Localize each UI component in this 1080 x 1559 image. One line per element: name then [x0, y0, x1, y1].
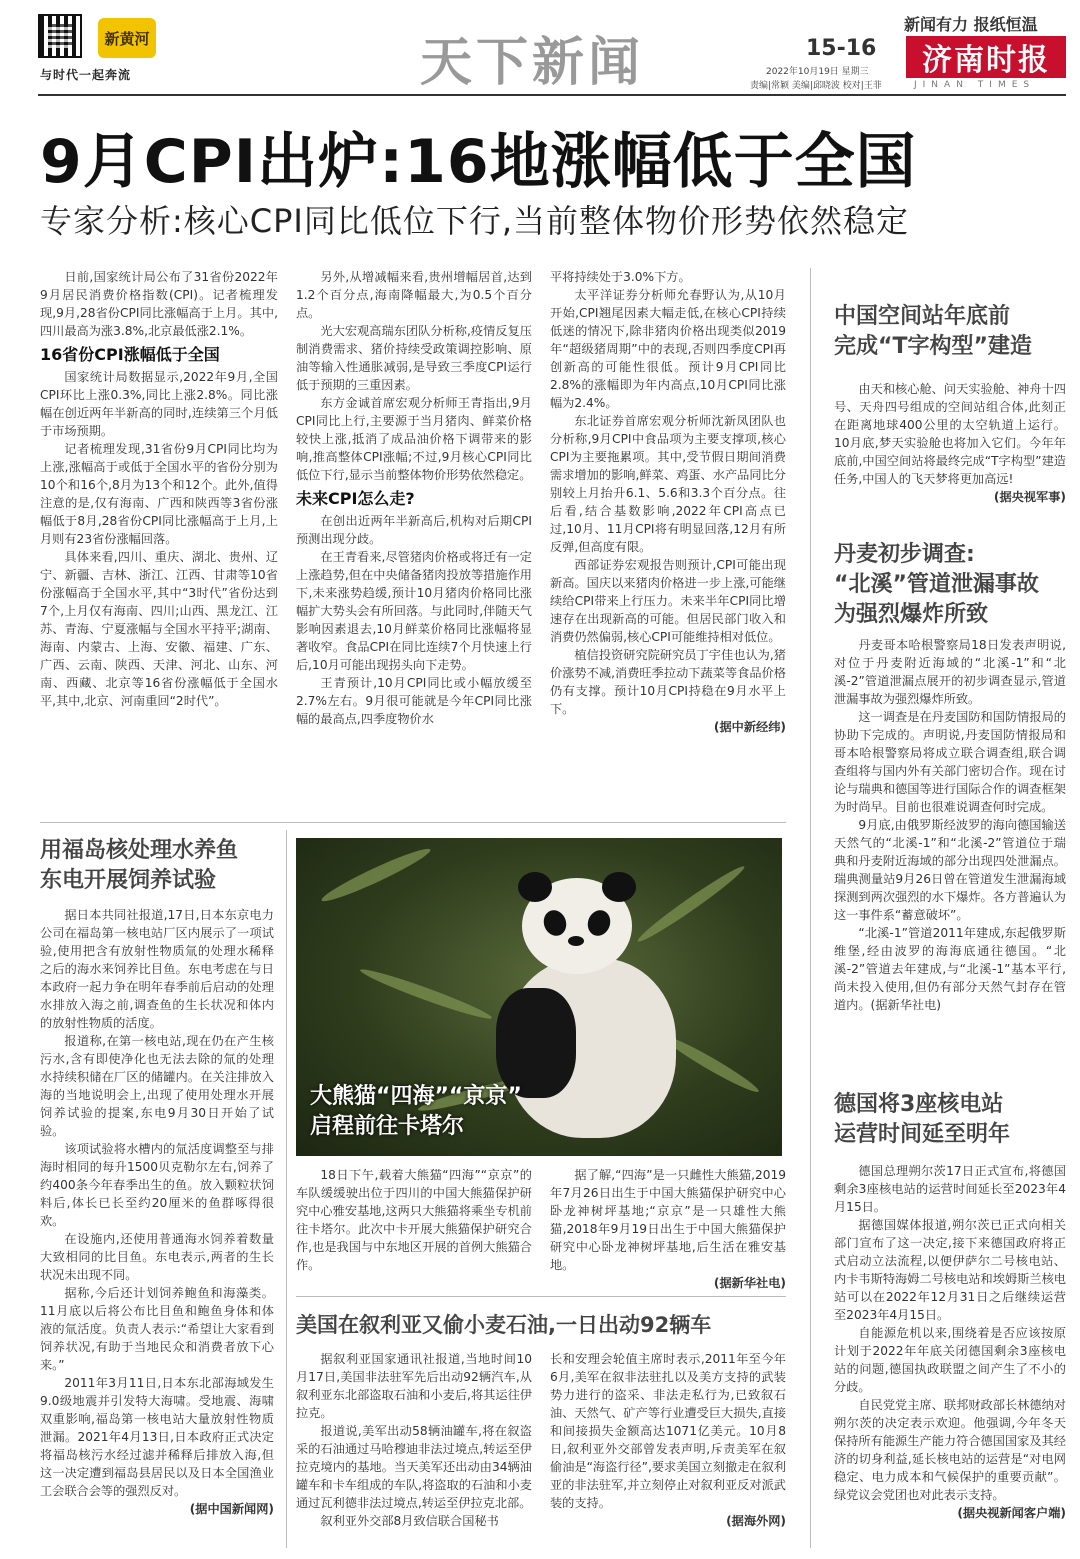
space-headline	[834, 302, 1066, 362]
section-divider	[296, 1296, 786, 1297]
paragraph: 国家统计局数据显示,2022年9月,全国CPI环比上涨0.3%,同比上涨2.8%。同比涨幅在创近两年半新高的同时,连续第三个月低于市场预期。	[40, 370, 278, 438]
lead-headline: 9月CPI出炉:16地涨幅低于全国	[40, 127, 917, 197]
paragraph: 平将持续处于3.0%下方。	[550, 270, 691, 284]
source-credit: (据海外网)	[726, 1514, 786, 1528]
paragraph: 报道称,在第一核电站,现在仍在产生核污水,含有即使净化也无法去除的氚的处理水持续积储在厂区的储罐内。在关注排放入海的当地说明会上,出现了使用处理水开展饲养试验的提案,东电9月30日开始了试验。	[40, 1034, 274, 1138]
column-divider	[286, 830, 287, 1548]
paragraph: 在创出近两年半新高后,机构对后期CPI预测出现分歧。	[296, 514, 532, 546]
panda-photo	[296, 838, 782, 1156]
source-credit: (据中新经纬)	[713, 720, 786, 734]
newspaper-logo: 济南时报	[906, 36, 1066, 78]
paragraph: 光大宏观高瑞东团队分析称,疫情反复压制消费需求、猪价持续受政策调控影响、原油等输入性通胀减弱,是导致三季度CPI运行低于预期的三重因素。	[296, 324, 532, 392]
nordstream-body	[834, 636, 1066, 1014]
paragraph: 该项试验将水槽内的氚活度调整至与排海时相同的每升1500贝克勒尔左右,饲养了约400条今年春季出生的鱼。放入颗粒状饲料后,体长已长至约20厘米的鱼群啄得很欢。	[40, 1142, 274, 1228]
page-number: 15-16	[806, 36, 877, 61]
paragraph: 王青预计,10月CPI同比或小幅放缓至2.7%左右。9月很可能就是今年CPI同比涨幅的最高点,四季度物价水	[296, 676, 532, 726]
paragraph: 具体来看,四川、重庆、湖北、贵州、辽宁、新疆、吉林、浙江、江西、甘肃等10省份涨幅高于全国水平,其中“3时代”省份达到7个,上月仅有海南、四川;山西、黑龙江、江苏、青海、宁夏涨幅与全国水平持平;湖南、海南、内蒙古、上海、安徽、福建、广东、广西、云南、陕西、天津、河北、山东、河南、西藏、北京等16省份涨幅低于全国水平,其中,北京、河南重回“2时代”。	[40, 550, 278, 708]
panda-body-left	[296, 1166, 532, 1274]
paragraph: 西部证券宏观报告则预计,CPI可能出现新高。国庆以来猪肉价格进一步上涨,可能继续给CPI带来上行压力。未来半年CPI同比增速存在出现新高的可能。但居民部门收入和消费仍然偏弱,核心CPI可能维持相对低位。	[550, 558, 786, 644]
source-credit: (据新华社电)	[713, 1276, 786, 1290]
masthead-rule	[38, 94, 1066, 96]
paragraph: 在王青看来,尽管猪肉价格或将迁有一定上涨趋势,但在中央储备猪肉投放等措施作用下,未来涨势趋缓,预计10月猪肉价格同比涨幅扩大势头会有所回落。与此同时,伴随天气影响因素退去,10月鲜菜价格同比涨幅将显著收窄。食品CPI在同比连续7个月快速上行后,10月可能出现拐头向下走势。	[296, 550, 532, 672]
germany-headline-line1: 德国将3座核电站	[834, 1092, 1004, 1117]
paragraph: 自民党党主席、联邦财政部长林德纳对朔尔茨的决定表示欢迎。他强调,今年冬天保持所有能源生产能力符合德国国家及其经济的切身利益,延长核电站的运营是“对电网稳定、电力成本和气候保护的重要贡献”。绿党议会党团也对此表示支持。	[834, 1398, 1066, 1502]
paragraph: 德国总理朔尔茨17日正式宣布,将德国剩余3座核电站的运营时间延长至2023年4月15日。	[834, 1164, 1066, 1214]
bamboo-leaf	[358, 964, 494, 1023]
paragraph: 据了解,“四海”是一只雌性大熊猫,2019年7月26日出生于中国大熊猫保护研究中心卧龙神树坪基地;“京京”是一只雄性大熊猫,2018年9月19日出生于中国大熊猫保护研究中心卧龙神树坪基地,后生活在雅安基地。	[550, 1168, 786, 1272]
paragraph: 东方金诚首席宏观分析师王青指出,9月CPI同比上行,主要源于当月猪肉、鲜菜价格较快上涨,抵消了成品油价格下调带来的影响,推高整体CPI涨幅;不过,9月核心CPI同比低位下行,显示当前整体物价形势依然稳定。	[296, 396, 532, 482]
paper-tagline: 新闻有力 报纸恒温	[904, 15, 1038, 34]
issue-date: 2022年10月19日 星期三	[766, 67, 869, 77]
paragraph: 报道说,美军出动58辆油罐车,将在叙盗采的石油通过马哈穆迪非法过境点,转运至伊拉克境内的基地。当天美军还出动由34辆油罐车和卡车组成的车队,将盗取的石油和小麦通过瓦利德非法过境点,转运至伊拉克北部。	[296, 1424, 532, 1510]
germany-headline	[834, 1090, 1066, 1150]
germany-body	[834, 1162, 1066, 1522]
panda-ear	[602, 872, 636, 902]
paragraph: 植信投资研究院研究员丁宇佳也认为,猪价涨势不减,消费旺季拉动下蔬菜等食品价格仍有支撑。预计10月CPI持稳在9月水平上下。	[550, 648, 786, 716]
section-title: 天下新闻	[420, 33, 645, 93]
fukushima-body	[40, 906, 274, 1518]
syria-headline: 美国在叙利亚又偷小麦石油,一日出动92辆车	[296, 1313, 712, 1337]
paragraph: 在设施内,还使用普通海水饲养着数量大致相同的比目鱼。东电表示,两者的生长状况未出现不同。	[40, 1232, 274, 1282]
subheading: 16省份CPI涨幅低于全国	[40, 345, 220, 364]
cpi-column-3	[550, 268, 786, 736]
panda-ear	[518, 872, 552, 902]
syria-body-right	[550, 1350, 786, 1530]
paragraph: 记者梳理发现,31省份9月CPI同比均为上涨,涨幅高于或低于全国水平的省份分别为10个和16个,8月为13个和12个。此外,值得注意的是,仅有海南、广西和陕西等3省份涨幅低于8月,28省份CPI同比涨幅高于上月,上月则有23省份涨幅回落。	[40, 442, 278, 546]
paragraph: 长和安理会轮值主席时表示,2011年至今年6月,美军在叙非法驻扎以及美方支持的武装势力进行的盗采、非法走私行为,已致叙石油、天然气、矿产等行业遭受巨大损失,直接和间接损失金额高达1071亿美元。10月8日,叙利亚外交部曾发表声明,斥责美军在叙偷油是“海盗行径”,要求美国立刻撤走在叙利亚的非法驻军,并立刻停止对叙利亚反对派武装的支持。	[550, 1352, 786, 1510]
paragraph: 由天和核心舱、问天实验舱、神舟十四号、天舟四号组成的空间站组合体,此刻正在距离地球400公里的太空轨道上运行。10月底,梦天实验舱也将加入它们。今年年底前,中国空间站将最终完成“T字构型”建造任务,中国人的飞天梦将更加高远!	[834, 382, 1066, 486]
space-headline-line2: 完成“T字构型”建造	[834, 334, 1032, 359]
source-credit: (据央视军事)	[993, 490, 1066, 504]
nordstream-headline-line2: 为强烈爆炸所致	[834, 602, 989, 627]
section-divider	[40, 822, 786, 823]
paragraph: 这一调查是在丹麦国防和国防情报局的协助下完成的。声明说,丹麦国防情报局和哥本哈根警察局将成立联合调查组,联合调查组将与国内外有关部门密切合作。现在讨论与瑞典和德国等进行国际合作的调查框架为时尚早。目前也很难说调查何时完成。	[834, 710, 1066, 814]
subheading: 未来CPI怎么走?	[296, 489, 415, 508]
germany-headline-line2: 运营时间延至明年	[834, 1122, 1011, 1147]
panda-eye	[540, 907, 570, 939]
lead-subhead: 专家分析:核心CPI同比低位下行,当前整体物价形势依然稳定	[40, 202, 910, 240]
column-divider	[810, 268, 811, 1548]
paragraph: 据叙利亚国家通讯社报道,当地时间10月17日,美国非法驻军先后出动92辆汽车,从叙利亚东北部盗取石油和小麦后,将其运往伊拉克。	[296, 1352, 532, 1420]
space-body	[834, 380, 1066, 506]
cpi-column-1	[40, 268, 278, 710]
source-credit: (据央视新闻客户端)	[957, 1506, 1066, 1520]
paragraph: 2011年3月11日,日本东北部海域发生9.0级地震并引发特大海啸。受地震、海啸双重影响,福岛第一核电站大量放射性物质泄漏。2021年4月13日,日本政府正式决定将福岛核污水经过滤并稀释后排放入海,但这一决定遭到福岛县居民以及日本全国渔业工会联合会等的强烈反对。	[40, 1376, 274, 1498]
panda-caption-line1: 大熊猫“四海”“京京”	[310, 1084, 522, 1109]
paragraph: 日前,国家统计局公布了31省份2022年9月居民消费价格指数(CPI)。记者梳理发现,9月,28省份CPI同比涨幅高于上月。其中,四川最高为涨3.8%,北京最低涨2.1%。	[40, 270, 278, 338]
paragraph: 自能源危机以来,围绕着是否应该按原计划于2022年年底关闭德国剩余3座核电站的问题,德国执政联盟之间产生了不小的分歧。	[834, 1326, 1066, 1394]
paragraph: 丹麦哥本哈根警察局18日发表声明说,对位于丹麦附近海域的“北溪-1”和“北溪-2”管道泄漏点展开的初步调查显示,管道泄漏事故为强烈爆炸所致。	[834, 638, 1066, 706]
panda-nose	[568, 936, 584, 946]
paragraph: 太平洋证券分析师允春野认为,从10月开始,CPI翘尾因素大幅走低,在核心CPI持续低迷的情况下,除非猪肉价格出现类似2019年“超级猪周期”中的表现,否则四季度CPI再创新高的可能性很低。预计9月CPI同比2.8%的涨幅即为年内高点,10月CPI同比涨幅为2.4%。	[550, 288, 786, 410]
slogan: 与时代一起奔流	[40, 68, 132, 82]
paragraph: 18日下午,载着大熊猫“四海”“京京”的车队缓缓驶出位于四川的中国大熊猫保护研究中心雅安基地,这两只大熊猫将乘坐专机前往卡塔尔。此次中卡开展大熊猫保护研究合作,也是我国与中东地区开展的首例大熊猫合作。	[296, 1168, 532, 1272]
paragraph: “北溪-1”管道2011年建成,东起俄罗斯维堡,经由波罗的海海底通往德国。“北溪-2”管道去年建成,与“北溪-1”基本平行,尚未投入使用,但仍有部分天然气封存在管道内。(据新华社电)	[834, 926, 1066, 1012]
cpi-column-2	[296, 268, 532, 728]
nordstream-headline-line1: “北溪”管道泄漏事故	[834, 572, 1039, 597]
nordstream-kicker: 丹麦初步调查:	[834, 542, 975, 567]
paragraph: 另外,从增减幅来看,贵州增幅居首,达到1.2个百分点,海南降幅最大,为0.5个百分点。	[296, 270, 532, 320]
paragraph: 东北证券首席宏观分析师沈新凤团队也分析称,9月CPI中食品项为主要支撑项,核心CPI为主要拖累项。其中,受节假日期间消费需求增加的影响,鲜菜、鸡蛋、水产品同比分别较上月抬升6.1、5.6和3.3个百分点。往后看,结合基数影响,2022年CPI高点已过,10月、11月CPI将有明显回落,12月有所反弹,但高度有限。	[550, 414, 786, 554]
paragraph: 叙利亚外交部8月致信联合国秘书	[320, 1514, 499, 1528]
source-credit: (据中国新闻网)	[189, 1502, 274, 1516]
paragraph: 据称,今后还计划饲养鲍鱼和海藻类。11月底以后将公布比目鱼和鲍鱼身体和体液的氚活度。负责人表示:“希望让大家看到饲养状况,有助于当地民众和消费者放下心来。”	[40, 1286, 274, 1372]
bamboo-leaf	[319, 843, 434, 906]
panda-body-right	[550, 1166, 786, 1292]
newspaper-logo-en: JINAN TIMES	[914, 80, 1036, 90]
panda-caption	[310, 1082, 522, 1142]
qr-code	[38, 14, 82, 58]
syria-body-left	[296, 1350, 532, 1530]
fukushima-headline-line2: 东电开展饲养试验	[40, 868, 217, 893]
nordstream-headline	[834, 540, 1066, 630]
panda-caption-line2: 启程前往卡塔尔	[310, 1114, 465, 1139]
xinhuanghe-logo: 新黄河	[98, 18, 156, 58]
panda-head	[522, 878, 632, 974]
fukushima-headline	[40, 836, 280, 896]
fukushima-headline-line1: 用福岛核处理水养鱼	[40, 838, 239, 863]
paragraph: 据日本共同社报道,17日,日本东京电力公司在福岛第一核电站厂区内展示了一项试验,使用把含有放射性物质氚的处理水稀释之后的海水来饲养比目鱼。东电考虑在与日本政府一起力争在明年春季前后启动的处理水排放入海之前,调查鱼的生长状况和体内的放射性物质的活度。	[40, 908, 274, 1030]
paragraph: 据德国媒体报道,朔尔茨已正式向相关部门宣布了这一决定,接下来德国政府将正式启动立法流程,以便伊萨尔二号核电站、内卡韦斯特海姆二号核电站和埃姆斯兰核电站可以在2022年12月31日之后继续运营至2023年4月15日。	[834, 1218, 1066, 1322]
space-headline-line1: 中国空间站年底前	[834, 304, 1011, 329]
editors-credit: 责编|常颖 美编|邱晓波 校对|王菲	[750, 81, 882, 91]
panda-eye	[584, 907, 614, 939]
paragraph: 9月底,由俄罗斯经波罗的海向德国输送天然气的“北溪-1”和“北溪-2”管道位于瑞典和丹麦附近海域的部分出现四处泄漏点。瑞典测量站9月26日曾在管道发生泄漏海域探测到两次强烈的水下爆炸。各方普遍认为这一事件系“蓄意破坏”。	[834, 818, 1066, 922]
bamboo-leaf	[634, 862, 747, 946]
